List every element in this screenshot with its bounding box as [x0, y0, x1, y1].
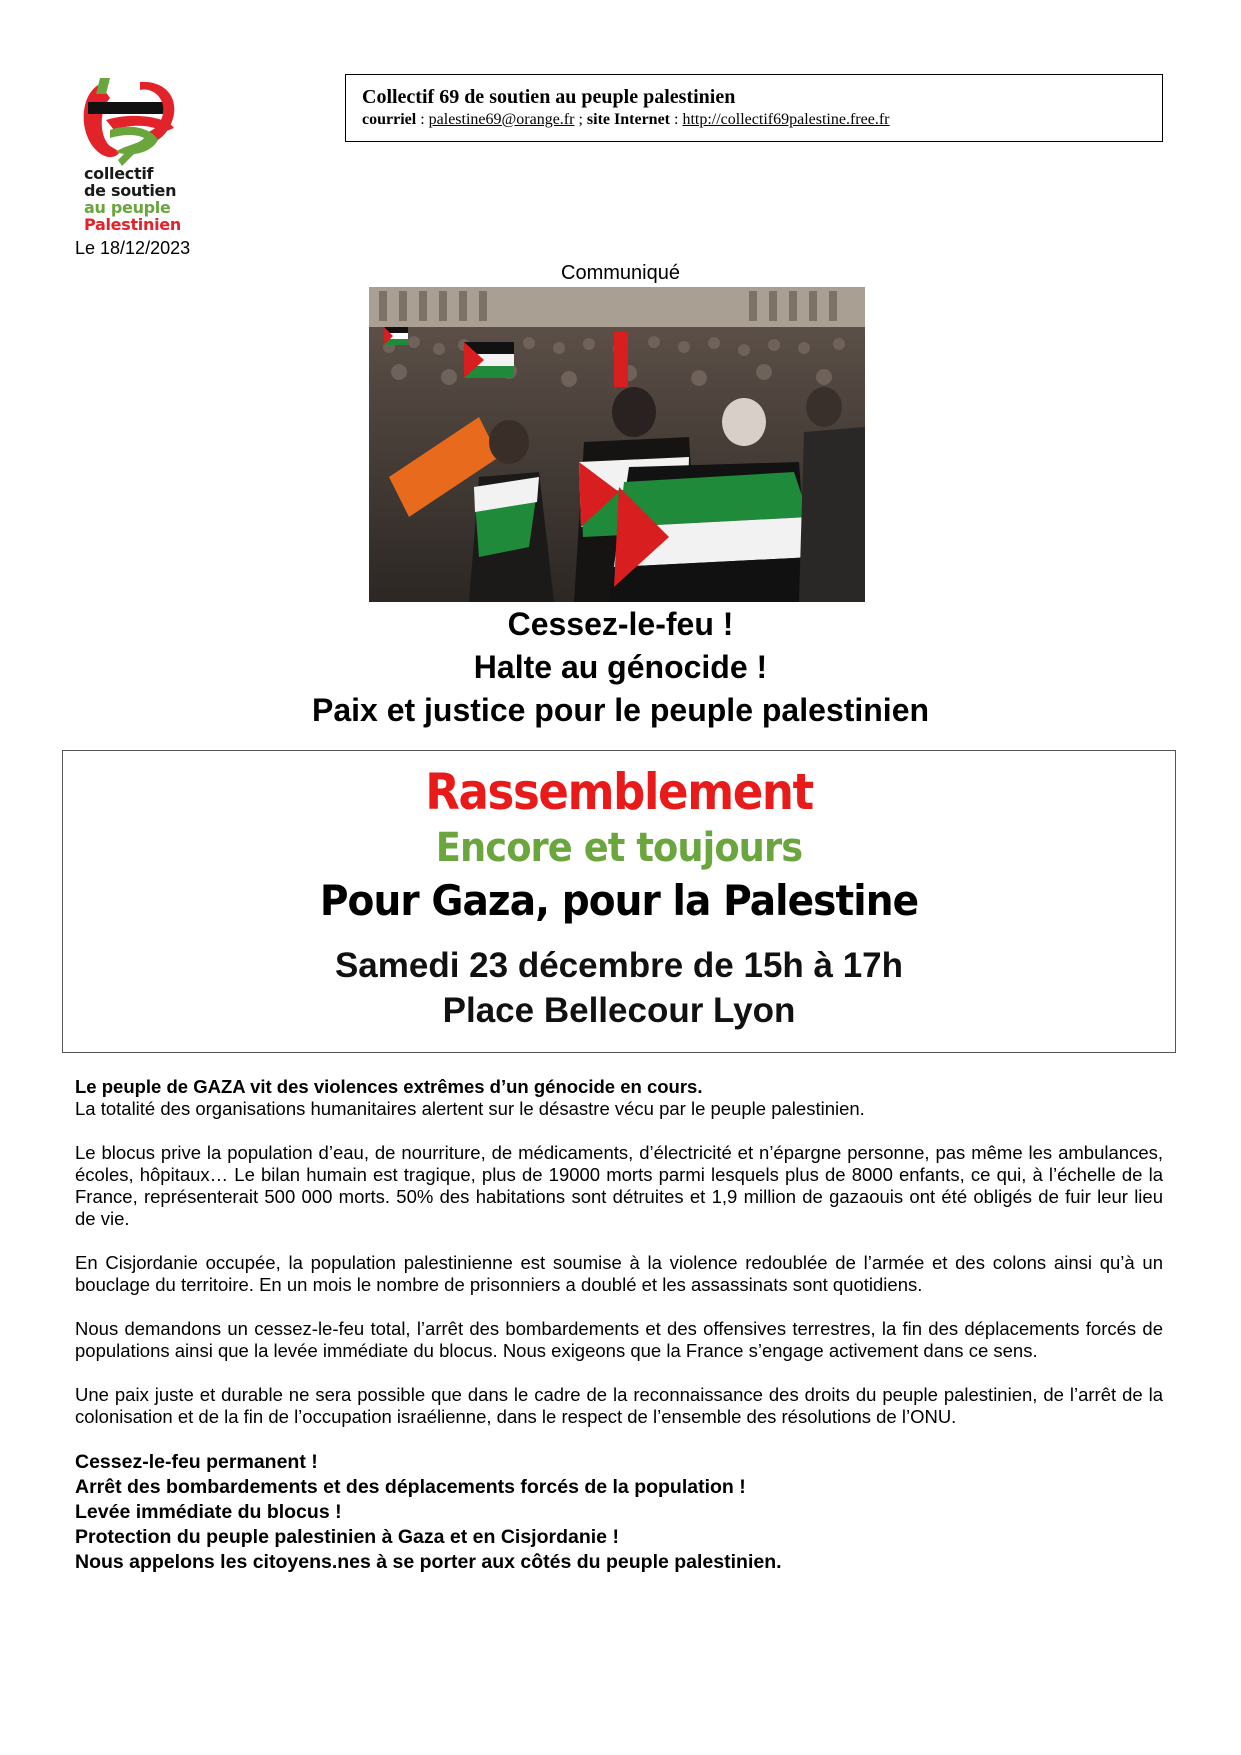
- demand-2: Arrêt des bombardements et des déplacements forcés de la population !: [75, 1476, 746, 1498]
- demand-4: Protection du peuple palestinien à Gaza et en Cisjordanie !: [75, 1526, 619, 1548]
- event-box: [62, 750, 1176, 1053]
- body-paragraph-4: Une paix juste et durable ne sera possible que dans le cadre de la reconnaissance des droits du peuple palestinien, de l’arrêt de la colonisation et de la fin de l’occupation israélienne, dans le respect de l’ensemble des résolutions de l’ONU.: [75, 1384, 1163, 1427]
- body-intro: [75, 1076, 1163, 1120]
- email-link[interactable]: palestine69@orange.fr: [428, 111, 575, 128]
- demand-1: Cessez-le-feu permanent !: [75, 1451, 318, 1473]
- logo-line-4: Palestinien: [84, 215, 181, 234]
- logo-line-3: au peuple: [84, 198, 171, 217]
- header-title: Collectif 69 de soutien au peuple palestinien: [362, 86, 736, 108]
- event-where: Place Bellecour Lyon: [442, 991, 796, 1030]
- header-box: [345, 74, 1163, 142]
- logo-text: [84, 165, 181, 233]
- body-paragraph-0: La totalité des organisations humanitaires alertent sur le désastre vécu par le peuple palestinien.: [75, 1098, 865, 1119]
- logo-line-1: collectif: [84, 164, 154, 183]
- demand-5: Nous appelons les citoyens.nes à se porter aux côtés du peuple palestinien.: [75, 1551, 782, 1573]
- slogan-1: Cessez-le-feu !: [507, 606, 734, 642]
- body-paragraph-1: Le blocus prive la population d’eau, de nourriture, de médicaments, d’électricité et n’épargne personne, pas même les ambulances, écoles, hôpitaux… Le bilan humain est tragique, plus de 19000 morts parmi lesquels plus de 8000 enfants, ce qui, à l’échelle de la France, représenterait 500 000 morts. 50% des habitations sont détruites et 1,9 million de gazaouis ont été obligés de fuir leur lieu de vie.: [75, 1142, 1163, 1229]
- body-lead: Le peuple de GAZA vit des violences extrêmes d’un génocide en cours.: [75, 1076, 703, 1097]
- slogan-2: Halte au génocide !: [473, 649, 768, 685]
- demonstration-photo: [369, 287, 865, 602]
- demand-3: Levée immédiate du blocus !: [75, 1501, 342, 1523]
- body-paragraph-3: Nous demandons un cessez-le-feu total, l’arrêt des bombardements et des offensives terrestres, la fin des déplacements forcés de populations ainsi que la levée immédiate du blocus. Nous exigeons que la France s’engage activement dans ce sens.: [75, 1318, 1163, 1361]
- demands-list: [75, 1450, 1163, 1575]
- logo-graphic: [70, 72, 190, 172]
- body-paragraph-2: En Cisjordanie occupée, la population palestinienne est soumise à la violence redoublée de l’armée et des colons ainsi qu’à un bouclage du territoire. En un mois le nombre de prisonniers a doublé et les assassinats sont quotidiens.: [75, 1252, 1163, 1295]
- header-contact: courriel : palestine69@orange.fr ; site Internet : http://collectif69palestine.free.fr: [362, 111, 890, 128]
- event-title: Rassemblement: [425, 763, 813, 821]
- site-link[interactable]: http://collectif69palestine.free.fr: [682, 111, 890, 128]
- body-text: [75, 1076, 1163, 1575]
- email-label: courriel: [362, 111, 417, 128]
- slogans: [0, 603, 1241, 732]
- document-date: Le 18/12/2023: [75, 238, 191, 258]
- event-when: Samedi 23 décembre de 15h à 17h: [334, 946, 904, 985]
- communique-label: Communiqué: [561, 262, 680, 284]
- event-subtitle: Encore et toujours: [435, 825, 803, 871]
- slogan-3: Paix et justice pour le peuple palestinien: [311, 692, 930, 728]
- site-label: site Internet: [586, 111, 670, 128]
- logo-line-2: de soutien: [84, 181, 177, 200]
- event-for: Pour Gaza, pour la Palestine: [319, 876, 919, 925]
